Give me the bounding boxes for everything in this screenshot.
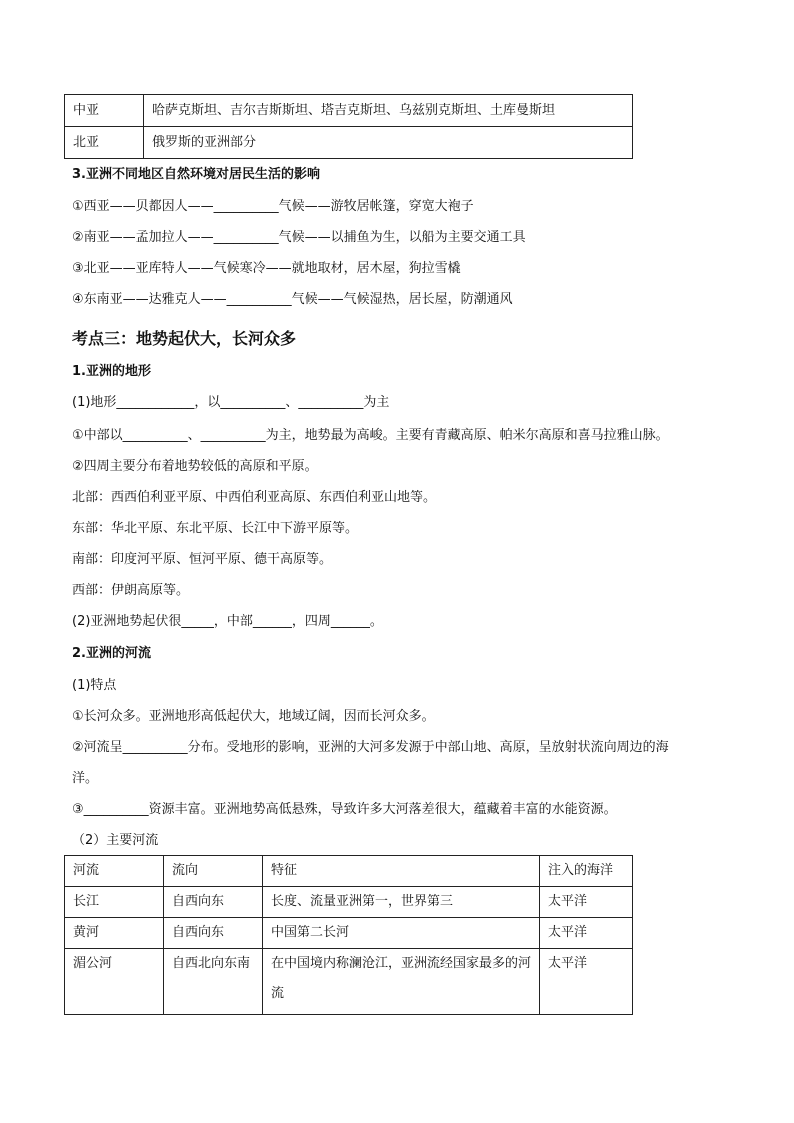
text-line: ①中部以__________、__________为主，地势最为高峻。主要有青藏高原、帕米尔高原和喜马拉雅山脉。 — [72, 428, 669, 443]
river-cell: 湄公河 — [65, 949, 164, 1015]
direction-cell: 自西向东 — [164, 918, 263, 949]
river-cell: 长江 — [65, 887, 164, 918]
text-line: 南部：印度河平原、恒河平原、德干高原等。 — [72, 552, 333, 567]
feature-cell: 长度、流量亚洲第一，世界第三 — [263, 887, 540, 918]
text-line: （2）主要河流 — [72, 833, 159, 848]
text-line: (1)特点 — [72, 678, 117, 693]
header-cell: 流向 — [164, 856, 263, 887]
header-cell: 注入的海洋 — [540, 856, 633, 887]
ocean-cell: 太平洋 — [540, 887, 633, 918]
countries-cell: 俄罗斯的亚洲部分 — [144, 127, 633, 159]
direction-cell: 自西向东 — [164, 887, 263, 918]
text-line: ①长河众多。亚洲地形高低起伏大，地域辽阔，因而长河众多。 — [72, 709, 435, 724]
feature-cell: 在中国境内称澜沧江，亚洲流经国家最多的河流 — [263, 949, 540, 1015]
text-line: 洋。 — [72, 771, 99, 786]
table-row — [65, 918, 633, 949]
rivers-table — [64, 855, 633, 1015]
text-line: ④东南亚——达雅克人——__________气候——气候湿热，居长屋，防潮通风 — [72, 292, 513, 307]
text-line: ①西亚——贝都因人——__________气候——游牧居帐篷，穿宽大袍子 — [72, 199, 474, 214]
countries-cell: 哈萨克斯坦、吉尔吉斯斯坦、塔吉克斯坦、乌兹别克斯坦、土库曼斯坦 — [144, 95, 633, 127]
regions-table — [64, 94, 633, 159]
section-heading: 2.亚洲的河流 — [72, 646, 151, 661]
text-line: ②河流呈__________分布。受地形的影响，亚洲的大河多发源于中部山地、高原，呈放射状流向周边的海 — [72, 740, 669, 755]
text-line: 东部：华北平原、东北平原、长江中下游平原等。 — [72, 521, 359, 536]
region-cell: 北亚 — [65, 127, 144, 159]
direction-cell: 自西北向东南 — [164, 949, 263, 1015]
river-cell: 黄河 — [65, 918, 164, 949]
header-cell: 特征 — [263, 856, 540, 887]
table-row — [65, 95, 633, 127]
ocean-cell: 太平洋 — [540, 918, 633, 949]
text-line: (1)地形____________，以__________、__________为主 — [72, 395, 390, 410]
feature-cell: 中国第二长河 — [263, 918, 540, 949]
text-line: 西部：伊朗高原等。 — [72, 583, 190, 598]
text-line: (2)亚洲地势起伏很_____，中部______，四周______。 — [72, 614, 383, 629]
kaodian-title: 考点三：地势起伏大，长河众多 — [72, 329, 297, 348]
table-row — [65, 887, 633, 918]
region-cell: 中亚 — [65, 95, 144, 127]
text-line: ②四周主要分布着地势较低的高原和平原。 — [72, 459, 318, 474]
section-heading: 1.亚洲的地形 — [72, 364, 151, 379]
text-line: ③__________资源丰富。亚洲地势高低悬殊，导致许多大河落差很大，蕴藏着丰富的水能资源。 — [72, 802, 617, 817]
section-heading: 3.亚洲不同地区自然环境对居民生活的影响 — [72, 167, 320, 182]
text-line: ②南亚——孟加拉人——__________气候——以捕鱼为生，以船为主要交通工具 — [72, 230, 526, 245]
text-line: 北部：西西伯利亚平原、中西伯利亚高原、东西伯利亚山地等。 — [72, 490, 437, 505]
table-row — [65, 127, 633, 159]
table-header-row — [65, 856, 633, 887]
text-line: ③北亚——亚库特人——气候寒冷——就地取材，居木屋，狗拉雪橇 — [72, 261, 461, 276]
table-row — [65, 949, 633, 1015]
ocean-cell: 太平洋 — [540, 949, 633, 1015]
header-cell: 河流 — [65, 856, 164, 887]
